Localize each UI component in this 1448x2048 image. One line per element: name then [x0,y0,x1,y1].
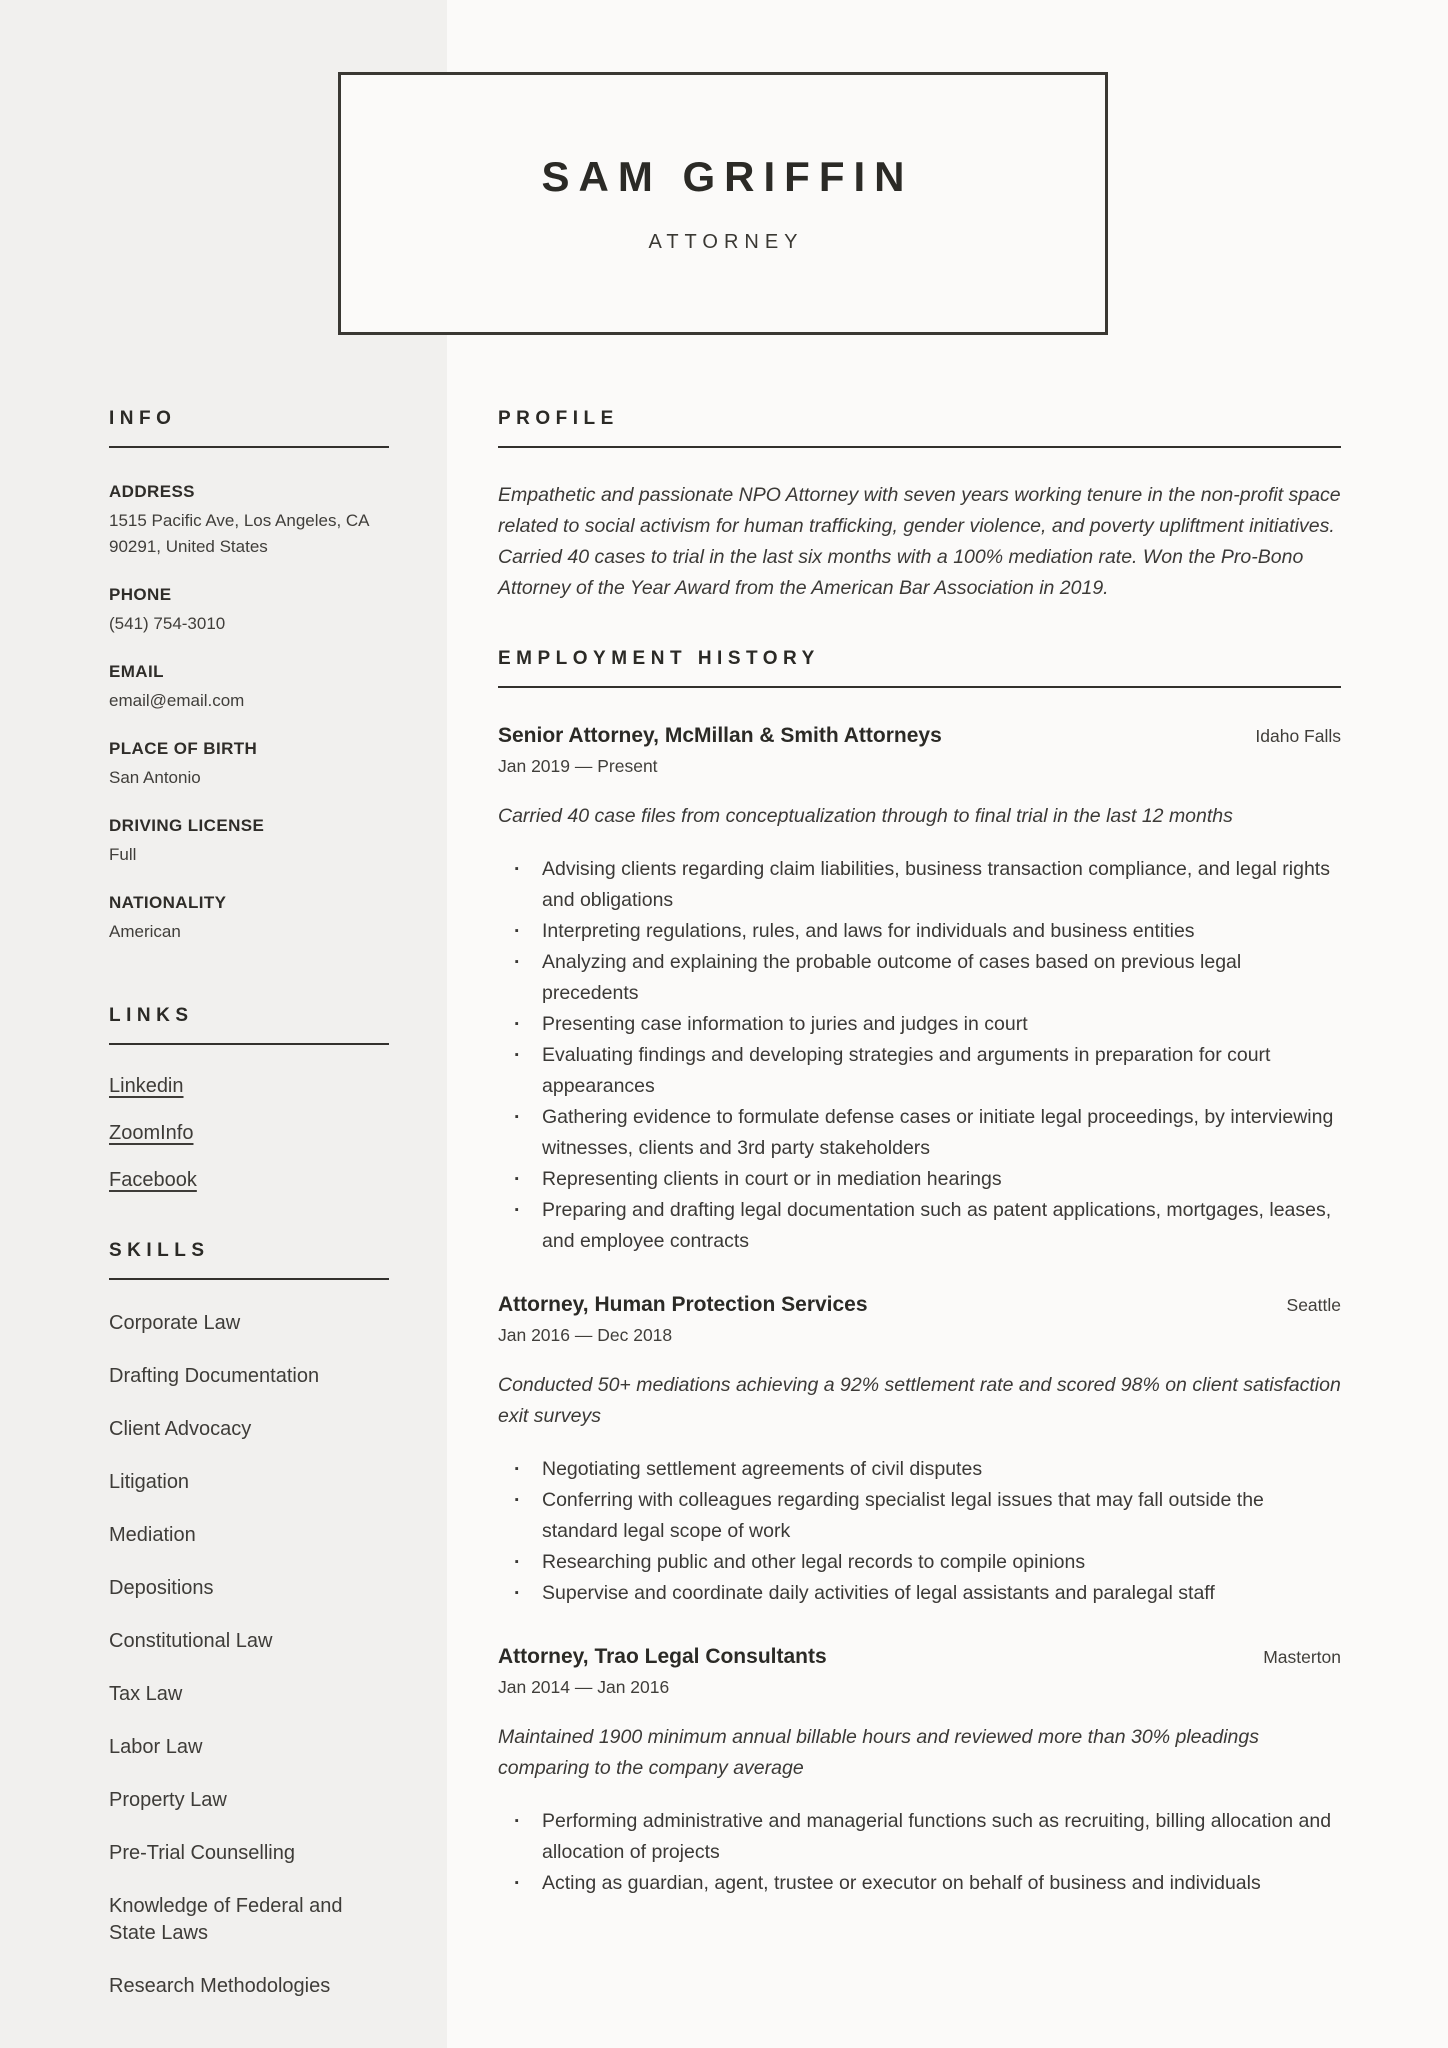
job-header [498,1293,1341,1317]
job-dates: Jan 2014 — Jan 2016 [498,1677,670,1697]
job-entry [498,1293,1341,1609]
profile-section [498,408,1341,604]
job-header [498,724,1341,748]
job-bullet: · Gathering evidence to formulate defense cases or initiate legal proceedings, by interviewing witnesses, clients and 3rd party stakeholders [498,1102,1341,1164]
name-header-box [338,72,1108,335]
job-header [498,1645,1341,1669]
links-heading: LINKS [109,1005,389,1045]
job-bullet: · Conferring with colleagues regarding specialist legal issues that may fall outside the standard legal scope of work [498,1485,1341,1547]
candidate-job-title: ATTORNEY [648,231,804,253]
job-summary: Carried 40 case files from conceptualization through to final trial in the last 12 months [498,805,1233,827]
skill-item: Labor Law [109,1736,203,1758]
links-list [109,1075,389,1192]
skill-item: Pre-Trial Counselling [109,1842,295,1864]
info-field-label: PLACE OF BIRTH [109,739,258,758]
job-bullet-list [498,1806,1341,1899]
info-field [109,662,389,714]
skill-item: Corporate Law [109,1312,241,1334]
skill-item: Constitutional Law [109,1630,273,1652]
info-field-value: 1515 Pacific Ave, Los Angeles, CA 90291, United States [109,511,369,556]
job-location: Masterton [1263,1647,1341,1667]
job-location: Idaho Falls [1255,726,1341,746]
job-title: Attorney, Trao Legal Consultants [498,1645,827,1668]
info-field-label: EMAIL [109,662,164,681]
sidebar-link[interactable]: ZoomInfo [109,1122,194,1144]
skill-item: Client Advocacy [109,1418,252,1440]
info-field [109,585,389,637]
job-summary: Maintained 1900 minimum annual billable hours and reviewed more than 30% pleadings comparing to the company average [498,1726,1259,1779]
employment-heading: EMPLOYMENT HISTORY [498,648,1341,688]
job-bullet-list [498,854,1341,1257]
info-field-value: Full [109,845,137,864]
job-title: Senior Attorney, McMillan & Smith Attorneys [498,724,942,747]
info-field [109,482,389,560]
skills-list [109,1310,389,2000]
info-fields [109,482,389,945]
info-field [109,739,389,791]
info-field-label: PHONE [109,585,172,604]
info-heading: INFO [109,408,389,448]
profile-heading: PROFILE [498,408,1341,448]
skill-item: Depositions [109,1577,214,1599]
info-field [109,816,389,868]
job-bullet: · Evaluating findings and developing strategies and arguments in preparation for court appearances [498,1040,1341,1102]
job-summary: Conducted 50+ mediations achieving a 92% settlement rate and scored 98% on client satisfaction exit surveys [498,1374,1341,1427]
sidebar-link[interactable]: Facebook [109,1169,197,1191]
job-bullet: · Analyzing and explaining the probable outcome of cases based on previous legal precedents [498,947,1341,1009]
info-section [109,408,389,945]
info-field-label: ADDRESS [109,482,195,501]
profile-text: Empathetic and passionate NPO Attorney with seven years working tenure in the non-profit space related to social activism for human trafficking, gender violence, and poverty upliftment initiatives. Carried 40 cases to trial in the last six months with a 100% mediation rate. Won the Pro-Bono Attorney of the Year Award from the American Bar Association in 2019. [498,484,1341,599]
sidebar-link[interactable]: Linkedin [109,1075,184,1097]
info-field-value: email@email.com [109,691,245,710]
job-entry [498,1645,1341,1899]
info-field-value: American [109,922,181,941]
skills-heading: SKILLS [109,1240,389,1280]
skill-item: Tax Law [109,1683,183,1705]
info-field [109,893,389,945]
job-dates: Jan 2019 — Present [498,756,658,776]
links-section [109,1005,389,1192]
job-bullet: · Researching public and other legal records to compile opinions [498,1547,1341,1578]
info-field-label: NATIONALITY [109,893,227,912]
sidebar [109,408,389,2000]
skill-item: Mediation [109,1524,196,1546]
skill-item: Knowledge of Federal and State Laws [109,1895,343,1944]
job-title: Attorney, Human Protection Services [498,1293,868,1316]
job-bullet: · Negotiating settlement agreements of civil disputes [498,1454,1341,1485]
job-bullet: · Supervise and coordinate daily activities of legal assistants and paralegal staff [498,1578,1341,1609]
skills-section [109,1240,389,2000]
job-bullet: · Advising clients regarding claim liabilities, business transaction compliance, and legal rights and obligations [498,854,1341,916]
job-bullet: · Performing administrative and managerial functions such as recruiting, billing allocation and allocation of projects [498,1806,1341,1868]
main-content [498,408,1341,1899]
info-field-value: (541) 754-3010 [109,614,226,633]
job-bullet: · Preparing and drafting legal documentation such as patent applications, mortgages, leases, and employee contracts [498,1195,1341,1257]
job-bullet: · Acting as guardian, agent, trustee or executor on behalf of business and individuals [498,1868,1341,1899]
info-field-value: San Antonio [109,768,201,787]
job-dates: Jan 2016 — Dec 2018 [498,1325,673,1345]
job-bullet: · Interpreting regulations, rules, and laws for individuals and business entities [498,916,1341,947]
skill-item: Drafting Documentation [109,1365,320,1387]
info-field-label: DRIVING LICENSE [109,816,265,835]
job-entry [498,724,1341,1257]
job-bullet: · Representing clients in court or in mediation hearings [498,1164,1341,1195]
job-bullet-list [498,1454,1341,1609]
skill-item: Litigation [109,1471,190,1493]
candidate-name: SAM GRIFFIN [541,153,914,200]
employment-section [498,648,1341,1899]
job-bullet: · Presenting case information to juries and judges in court [498,1009,1341,1040]
job-location: Seattle [1286,1295,1341,1315]
skill-item: Property Law [109,1789,227,1811]
skill-item: Research Methodologies [109,1975,331,1997]
